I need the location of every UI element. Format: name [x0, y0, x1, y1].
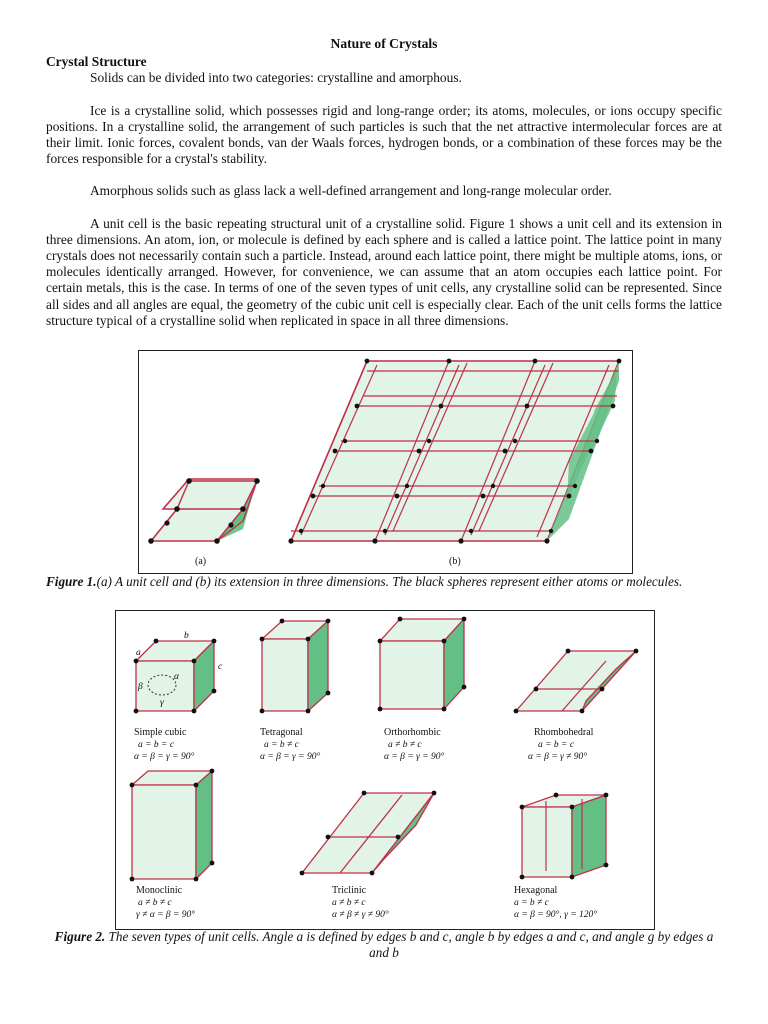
cell-eq1-monoclinic: a ≠ b ≠ c [138, 898, 172, 908]
document-body [46, 36, 722, 329]
cell-eq2-tetragonal: α = β = γ = 90° [260, 752, 321, 762]
cell-name-rhombohedral: Rhombohedral [534, 727, 594, 738]
paragraph-4: A unit cell is the basic repeating structural unit of a crystalline solid. Figure 1 shows a unit cell and its extension in three dimensions. An atom, ion, or molecule is defined by each sphere and is called a lattice point. The lattice point in many crystals does not necessarily contain such a particle. Instead, around each lattice point, there might be multiple atoms, ions, or molecules identically arranged. However, for convenience, we can assume that an atom occupies each lattice point. For certain metals, this is the case. In terms of one of the seven types of unit cells, any crystalline solid can be represented. Since all sides and all angles are equal, the geometry of the cubic unit cell is especially clear. Each of the unit cells forms the lattice structure typical of a crystalline solid when replicated in space in all three dimensions. [46, 215, 722, 328]
figure-2-caption-text: The seven types of unit cells. Angle a is defined by edges b and c, angle b by edges a and c, and angle g by edges a and b [108, 929, 714, 960]
cell-name-simple-cubic: Simple cubic [134, 727, 187, 738]
figure-2-caption-label: Figure 2. [54, 929, 106, 944]
axis-label-b: b [184, 631, 189, 641]
cell-eq1-rhombohedral: a = b = c [538, 740, 575, 750]
cell-eq2-triclinic: α ≠ β ≠ γ ≠ 90° [332, 910, 389, 920]
cell-name-triclinic: Triclinic [332, 885, 367, 896]
cell-name-monoclinic: Monoclinic [136, 885, 183, 896]
unit-cell-a [148, 478, 260, 544]
lattice-b [288, 359, 621, 544]
figure-2-drawing [116, 611, 654, 929]
cell-eq2-simple-cubic: α = β = γ = 90° [134, 752, 195, 762]
cell-eq2-hexagonal: α = β = 90°, γ = 120° [514, 910, 598, 920]
paragraph-1: Solids can be divided into two categories: crystalline and amorphous. [90, 70, 462, 86]
cell-eq2-orthorhombic: α = β = γ = 90° [384, 752, 445, 762]
figure-1-caption [46, 574, 722, 590]
figure-1-label-b: (b) [449, 556, 461, 567]
figure-1-caption-label: Figure 1. [46, 574, 97, 589]
section-heading: Crystal Structure [46, 54, 147, 70]
page-title: Nature of Crystals [330, 36, 438, 51]
monoclinic-cell [130, 769, 215, 882]
figure-1 [138, 350, 633, 574]
rhombohedral-cell [514, 649, 639, 714]
tetragonal-cell [260, 619, 331, 714]
figure-1-caption-text: (a) A unit cell and (b) its extension in three dimensions. The black spheres represent either atoms or molecules. [96, 574, 683, 589]
hexagonal-cell [520, 793, 609, 880]
triclinic-cell [300, 791, 437, 876]
figure-2-caption [46, 929, 722, 961]
paragraph-2: Ice is a crystalline solid, which possesses rigid and long-range order; its atoms, molecules, or ions occupy specific positions. In a crystalline solid, the arrangement of such particles is such that the net attractive intermolecular forces are at their limit. Ionic forces, covalent bonds, van der Waals forces, hydrogen bonds, or a combination of these forces may be the forces responsible for a crystal's stability. [46, 102, 722, 167]
angle-label-alpha: α [174, 672, 179, 682]
cell-eq1-triclinic: a ≠ b ≠ c [332, 898, 366, 908]
paragraph-3: Amorphous solids such as glass lack a well-defined arrangement and long-range molecular order. [90, 183, 612, 199]
figure-2 [115, 610, 655, 930]
orthorhombic-cell [378, 617, 467, 712]
cell-name-hexagonal: Hexagonal [514, 885, 558, 896]
cell-name-orthorhombic: Orthorhombic [384, 727, 441, 738]
axis-label-c: c [218, 662, 223, 672]
figure-1-drawing [139, 351, 632, 573]
angle-label-beta: β [138, 682, 143, 692]
axis-label-a: a [136, 648, 141, 658]
cell-name-tetragonal: Tetragonal [260, 727, 303, 738]
figure-1-label-a: (a) [195, 556, 207, 567]
cell-eq1-tetragonal: a = b ≠ c [264, 740, 299, 750]
cell-eq1-simple-cubic: a = b = c [138, 740, 175, 750]
cell-eq2-monoclinic: γ ≠ α = β = 90° [136, 910, 196, 920]
cell-eq1-orthorhombic: a ≠ b ≠ c [388, 740, 422, 750]
angle-label-gamma: γ [160, 698, 164, 708]
cell-eq2-rhombohedral: α = β = γ ≠ 90° [528, 752, 588, 762]
cell-eq1-hexagonal: a = b ≠ c [514, 898, 549, 908]
